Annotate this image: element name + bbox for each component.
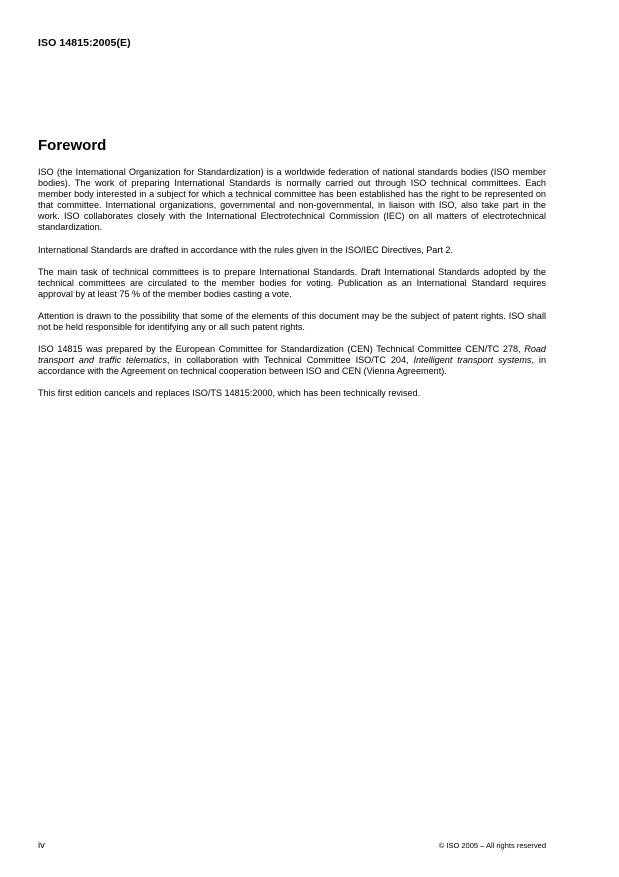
paragraph-edition: This first edition cancels and replaces ISO/TS 14815:2000, which has been technically revised. (38, 388, 421, 399)
preparation-text-e: , in accordance with the Agreement on technical cooperation between ISO and CEN (Vienna Agreement). (38, 355, 546, 377)
paragraph-committee-task: The main task of technical committees is to prepare International Standards. Draft International Standards adopted by the technical committees are circulated to the member bodies for voting. Publication as an International Standard requires approval by at least 75 % of the member bodies casting a vote. (38, 266, 546, 299)
foreword-body (38, 167, 546, 411)
preparation-text-a: ISO 14815 was prepared by the European Committee for Standardization (CEN) Technical Committee CEN/TC 278, (38, 344, 525, 355)
paragraph-preparation (38, 344, 546, 377)
document-id: ISO 14815:2005(E) (38, 37, 131, 49)
paragraph-drafting-rules: International Standards are drafted in accordance with the rules given in the ISO/IEC Directives, Part 2. (38, 244, 453, 255)
preparation-text-c: , in collaboration with Technical Committee ISO/TC 204, (167, 355, 414, 366)
page-title: Foreword (38, 137, 107, 154)
copyright-notice: © ISO 2005 – All rights reserved (438, 841, 546, 850)
committee-title-iso: Intelligent transport systems (413, 355, 532, 366)
paragraph-iso-intro: ISO (the International Organization for Standardization) is a worldwide federation of national standards bodies (ISO member bodies). The work of preparing International Standards is normally carried out through ISO technical committees. Each member body interested in a subject for which a technical committee has been established has the right to be represented on that committee. International organizations, governmental and non-governmental, in liaison with ISO, also take part in the work. ISO collaborates closely with the International Electrotechnical Commission (IEC) on all matters of electrotechnical standardization. (38, 167, 546, 233)
page-number: iv (38, 840, 45, 851)
paragraph-patent-notice: Attention is drawn to the possibility that some of the elements of this document may be the subject of patent rights. ISO shall not be held responsible for identifying any or all such patent rights. (38, 310, 546, 333)
committee-title-cen: Road transport and traffic telematics (38, 344, 546, 366)
